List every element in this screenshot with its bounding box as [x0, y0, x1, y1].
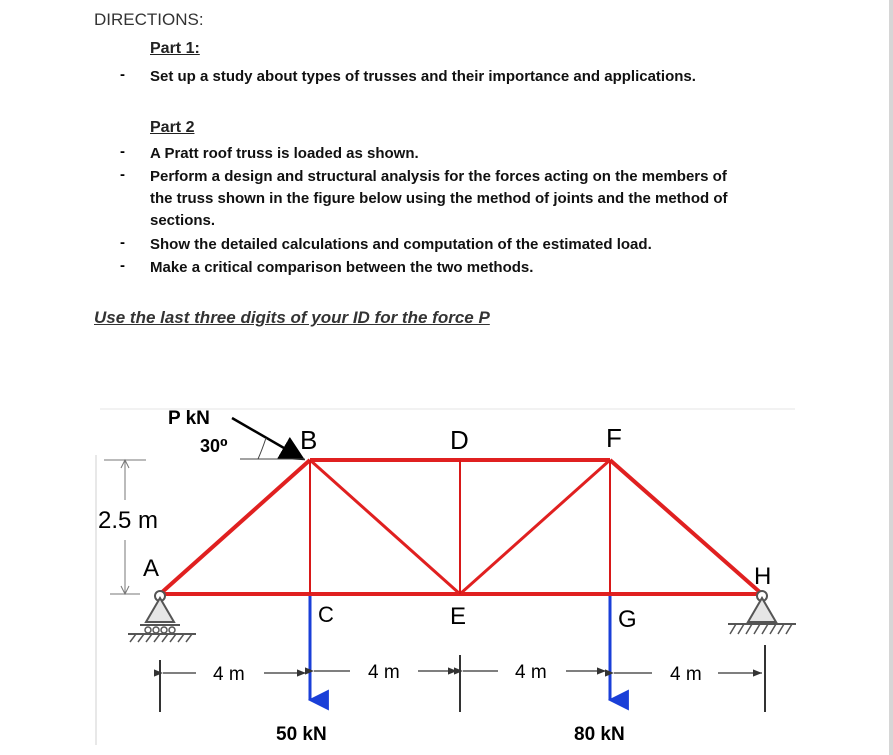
bullet-dash: -	[120, 166, 125, 183]
span-label-3: 4 m	[515, 662, 547, 683]
node-label-f: F	[606, 423, 622, 453]
directions-heading: DIRECTIONS:	[94, 10, 204, 29]
bullet-dash: -	[120, 234, 125, 251]
part2-item-4: Make a critical comparison between the two methods.	[150, 259, 534, 276]
truss-members	[160, 460, 762, 594]
part2-item-2: Perform a design and structural analysis for the forces acting on the members of	[150, 168, 727, 185]
pin-support-left	[128, 591, 196, 642]
pin-support-right	[728, 591, 796, 634]
member-ab	[160, 460, 310, 594]
force-p-label: P kN	[168, 408, 210, 429]
load-label-g: 80 kN	[574, 724, 625, 745]
bullet-dash: -	[120, 257, 125, 274]
id-note: Use the last three digits of your ID for the force P	[94, 308, 490, 327]
node-label-a: A	[143, 555, 160, 582]
member-fh	[610, 460, 762, 594]
part2-title: Part 2	[150, 119, 195, 136]
node-label-d: D	[450, 425, 469, 455]
height-label: 2.5 m	[98, 507, 159, 534]
part2-item-2-line-2: the truss shown in the figure below using the method of joints and the method of	[150, 190, 728, 207]
angle-label: 30⁰	[200, 436, 228, 456]
member-ef	[460, 460, 610, 594]
node-label-h: H	[754, 563, 772, 590]
part2-item-3: Show the detailed calculations and computation of the estimated load.	[150, 236, 652, 253]
node-label-g: G	[618, 606, 637, 633]
node-label-b: B	[300, 425, 318, 455]
part2-item-1: A Pratt roof truss is loaded as shown.	[150, 145, 419, 162]
part1-item-1: Set up a study about types of trusses and their importance and applications.	[150, 68, 696, 85]
angle-arc	[258, 438, 266, 459]
span-label-2: 4 m	[368, 662, 400, 683]
bullet-dash: -	[120, 66, 125, 83]
member-be	[310, 460, 460, 594]
part2-item-2-line-3: sections.	[150, 212, 216, 229]
node-label-e: E	[450, 603, 467, 630]
force-p-arrow	[232, 418, 303, 459]
span-label-1: 4 m	[213, 664, 245, 685]
load-label-c: 50 kN	[276, 724, 327, 745]
node-label-c: C	[318, 602, 334, 627]
span-label-4: 4 m	[670, 664, 702, 685]
part1-title: Part 1:	[150, 40, 200, 57]
bullet-dash: -	[120, 143, 125, 160]
